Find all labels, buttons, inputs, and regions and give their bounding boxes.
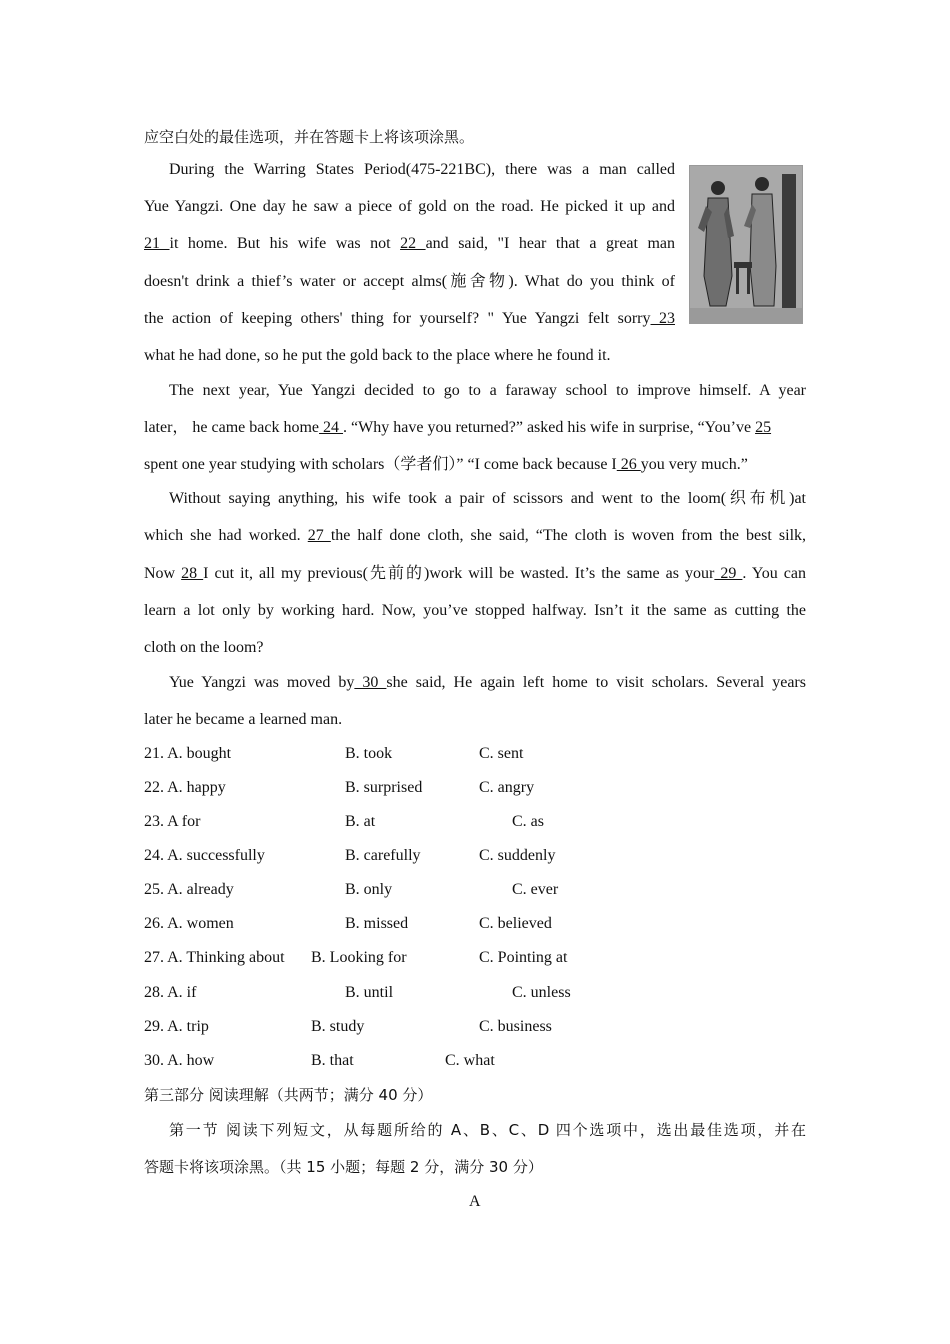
p2-line1: The next year, Yue Yangzi decided to go to a faraway school to improve himself. A year (169, 382, 806, 399)
p1-line2: Yue Yangzi. One day he saw a piece of gold on the road. He picked it up and (144, 198, 675, 215)
q24-option-a: 24. A. successfully (144, 847, 265, 864)
passage-label: A (469, 1193, 481, 1210)
q27-option-b: B. Looking for (311, 949, 407, 966)
q29-option-b: B. study (311, 1018, 365, 1035)
p1-line5-text: the action of keeping others' thing for yourself? " Yue Yangzi felt sorry (144, 310, 651, 327)
q25-option-b: B. only (345, 881, 393, 898)
q26-option-c: C. believed (479, 915, 552, 932)
p3-line3-text-a: Now (144, 565, 182, 582)
blank-24: 24 (319, 419, 344, 436)
q22-option-a: 22. A. happy (144, 779, 226, 796)
p3-line3-text-b: I cut it, all my previous(先前的)work will be wasted. It’s the same as your (203, 565, 715, 582)
q26-option-a: 26. A. women (144, 915, 234, 932)
q27-option-c: C. Pointing at (479, 949, 568, 966)
q30-option-a: 30. A. how (144, 1052, 215, 1069)
blank-21: 21 (144, 235, 170, 252)
blank-30: 30 (354, 674, 387, 691)
p2-line3-text-a: spent one year studying with scholars（学者们）” “I come back because I (144, 456, 617, 473)
section3-instructions-line2: 答题卡将该项涂黑。（共 15 小题；每题 2 分，满分 30 分） (144, 1158, 543, 1176)
p4-line1-text-a: Yue Yangzi was moved by (169, 674, 355, 691)
p2-line3-text-b: you very much.” (640, 456, 748, 473)
q25-option-a: 25. A. already (144, 881, 234, 898)
q30-option-b: B. that (311, 1052, 354, 1069)
p3-line3-text-c: . You can (742, 565, 807, 582)
q21-option-a: 21. A. bought (144, 745, 232, 762)
q27-option-a: 27. A. Thinking about (144, 949, 285, 966)
p4-line1-text-b: she said, He again left home to visit scholars. Several years (386, 674, 806, 691)
p2-line2-text-a: later， he came back home (144, 419, 320, 436)
story-illustration (689, 165, 803, 324)
p1-line3-text-b: and said, "I hear that a great man (425, 235, 676, 252)
blank-29: 29 (714, 565, 743, 582)
p1-line1: During the Warring States Period(475-221BC), there was a man called (169, 161, 675, 178)
p3-line4: learn a lot only by working hard. Now, you’ve stopped halfway. Isn’t it the same as cutting the (144, 602, 806, 619)
q21-option-c: C. sent (479, 745, 524, 762)
p2-line2 (144, 418, 806, 438)
p3-line1: Without saying anything, his wife took a pair of scissors and went to the loom(织布机)at (169, 490, 806, 507)
cloze-instructions: 应空白处的最佳选项，并在答题卡上将该项涂黑。 (144, 128, 475, 146)
q24-option-b: B. carefully (345, 847, 421, 864)
q22-option-b: B. surprised (345, 779, 423, 796)
blank-23: 23 (650, 310, 675, 327)
blank-26: 26 (616, 456, 641, 473)
section3-title: 第三部分 阅读理解（共两节；满分 40 分） (144, 1086, 433, 1104)
q30-option-c: C. what (445, 1052, 495, 1069)
q23-option-b: B. at (345, 813, 376, 830)
q29-option-c: C. business (479, 1018, 552, 1035)
blank-22: 22 (400, 235, 426, 252)
p2-line2-text-b: . “Why have you returned?” asked his wife in surprise, “You’ve (343, 419, 756, 436)
q28-option-b: B. until (345, 984, 394, 1001)
p3-line2-text-b: the half done cloth, she said, “The cloth is woven from the best silk, (330, 527, 807, 544)
p3-line2 (144, 526, 806, 546)
p4-line1 (169, 673, 806, 693)
p1-line3 (144, 234, 675, 254)
p3-line2-text-a: which she had worked. (144, 527, 308, 544)
q29-option-a: 29. A. trip (144, 1018, 209, 1035)
p4-line2: later he became a learned man. (144, 711, 343, 728)
p3-line5: cloth on the loom? (144, 639, 264, 656)
q25-option-c: C. ever (512, 881, 559, 898)
q23-option-c: C. as (512, 813, 544, 830)
q24-option-c: C. suddenly (479, 847, 556, 864)
blank-27: 27 (307, 527, 331, 544)
q22-option-c: C. angry (479, 779, 535, 796)
p1-line4: doesn't drink a thief’s water or accept alms(施舍物). What do you think of (144, 273, 675, 290)
blank-28: 28 (181, 565, 204, 582)
p3-line3 (144, 564, 806, 584)
q26-option-b: B. missed (345, 915, 409, 932)
blank-25: 25 (755, 419, 772, 436)
p2-line3 (144, 455, 748, 475)
p1-line3-text-a: it home. But his wife was not (169, 235, 401, 252)
p1-line5 (144, 309, 675, 329)
q23-option-a: 23. A for (144, 813, 201, 830)
q28-option-a: 28. A. if (144, 984, 197, 1001)
q21-option-b: B. took (345, 745, 393, 762)
two-figures-illustration-icon (690, 166, 802, 323)
p1-line6: what he had done, so he put the gold back to the place where he found it. (144, 347, 611, 364)
q28-option-c: C. unless (512, 984, 571, 1001)
section3-instructions-line1: 第一节 阅读下列短文，从每题所给的 A、B、C、D 四个选项中，选出最佳选项，并在 (169, 1121, 806, 1139)
